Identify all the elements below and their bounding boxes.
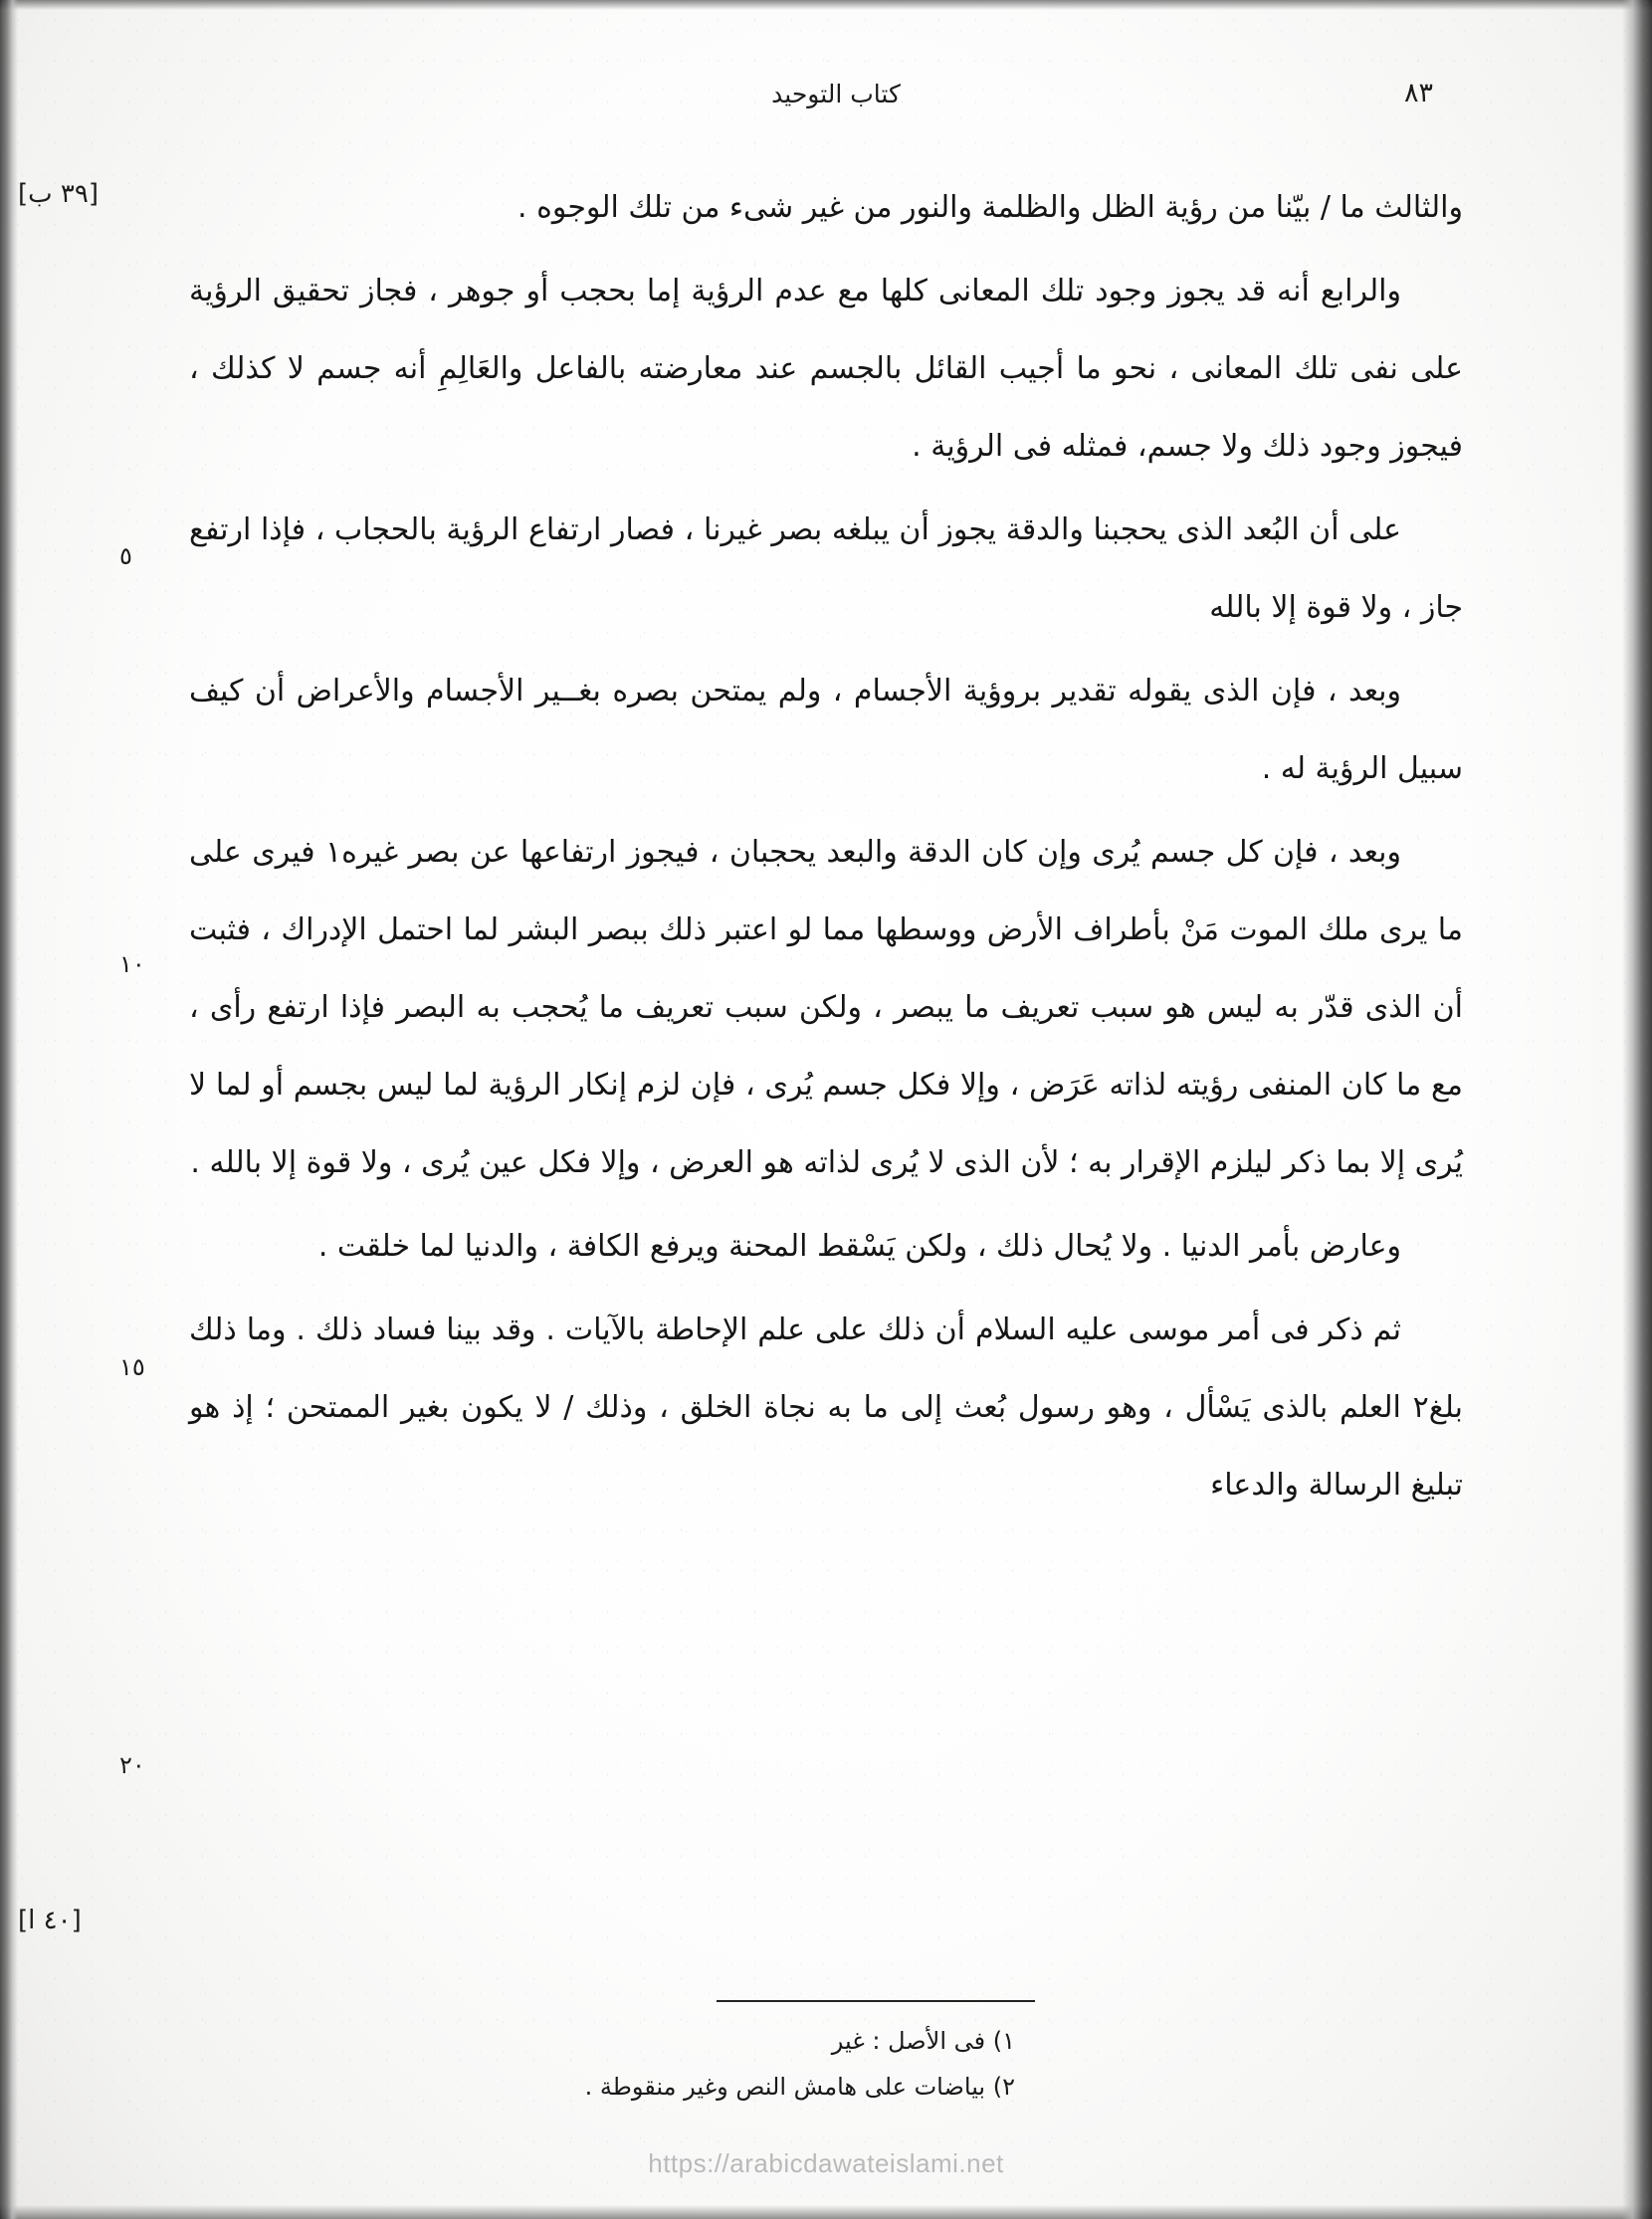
paragraph-5: وبعد ، فإن كل جسم يُرى وإن كان الدقة والبعد يحجبان ، فيجوز ارتفاعها عن بصر غيره١ فيرى على ما يرى ملك الموت مَنْ بأطراف الأرض ووسطها مما لو اعتبر ذلك ببصر البشر لما احتمل الإدراك ، فثبت أن الذى قدّر به ليس هو سبب تعريف ما يبصر ، ولكن سبب تعريف ما يُحجب به البصر فإذا ارتفع رأى ، مع ما كان المنفى رؤيته لذاته عَرَض ، وإلا فكل جسم يُرى ، فإن لزم إنكار الرؤية لما ليس بجسم أو لما لا يُرى إلا بما ذكر ليلزم الإقرار به ؛ لأن الذى لا يُرى لذاته هو العرض ، وإلا فكل عين يُرى ، ولا قوة إلا بالله . [189, 835, 1463, 1180]
body-text [189, 169, 1463, 1530]
line-number-10: ١٠ [119, 950, 145, 978]
book-title: كتاب التوحيد [771, 80, 901, 108]
line-number-15: ١٥ [119, 1353, 145, 1381]
folio-marker-40a: [٤٠ ا] [18, 1906, 82, 1935]
paragraph-4: وبعد ، فإن الذى يقوله تقدير بروؤية الأجسام ، ولم يمتحن بصره بغــير الأجسام والأعراض أن كيف سبيل الرؤية له . [189, 674, 1463, 786]
paragraph-1: والثالث ما / بيّنا من رؤية الظل والظلمة والنور من غير شىء من تلك الوجوه . [517, 190, 1463, 225]
footnote-separator [717, 2000, 1035, 2002]
watermark-url: https://arabicdawateislami.net [648, 2148, 1004, 2178]
folio-marker-39b: [٣٩ ب] [18, 179, 99, 209]
line-number-20: ٢٠ [119, 1751, 145, 1779]
page-header [209, 78, 1463, 117]
footnote-1: ١) فى الأصل : غير [831, 2027, 1015, 2055]
paragraph-2: والرابع أنه قد يجوز وجود تلك المعانى كلها مع عدم الرؤية إما بحجب أو جوهر ، فجاز تحقيق الرؤية على نفى تلك المعانى ، نحو ما أجيب القائل بالجسم عند معارضته بالفاعل والعَالِمِ أنه جسم لا كذلك ، فيجوز وجود ذلك ولا جسم، فمثله فى الرؤية . [189, 274, 1463, 464]
paragraph-7: ثم ذكر فى أمر موسى عليه السلام أن ذلك على علم الإحاطة بالآيات . وقد بينا فساد ذلك . وما ذلك بلغ٢ العلم بالذى يَسْأل ، وهو رسول بُعث إلى ما به نجاة الخلق ، وذلك / لا يكون بغير الممتحن ؛ إذ هو تبليغ الرسالة والدعاء [189, 1312, 1463, 1503]
footnote-2: ٢) بياضات على هامش النص وغير منقوطة . [584, 2073, 1015, 2101]
footnote-list [189, 2018, 1015, 2110]
line-number-5: ٥ [119, 542, 132, 570]
paragraph-6: وعارض بأمر الدنيا . ولا يُحال ذلك ، ولكن يَسْقط المحنة ويرفع الكافة ، والدنيا لما خلقت . [317, 1229, 1401, 1264]
paragraph-3: على أن البُعد الذى يحجبنا والدقة يجوز أن يبلغه بصر غيرنا ، فصار ارتفاع الرؤية بالحجاب ، فإذا ارتفع جاز ، ولا قوة إلا بالله [189, 512, 1463, 625]
page-number: ٨٣ [1403, 78, 1433, 108]
